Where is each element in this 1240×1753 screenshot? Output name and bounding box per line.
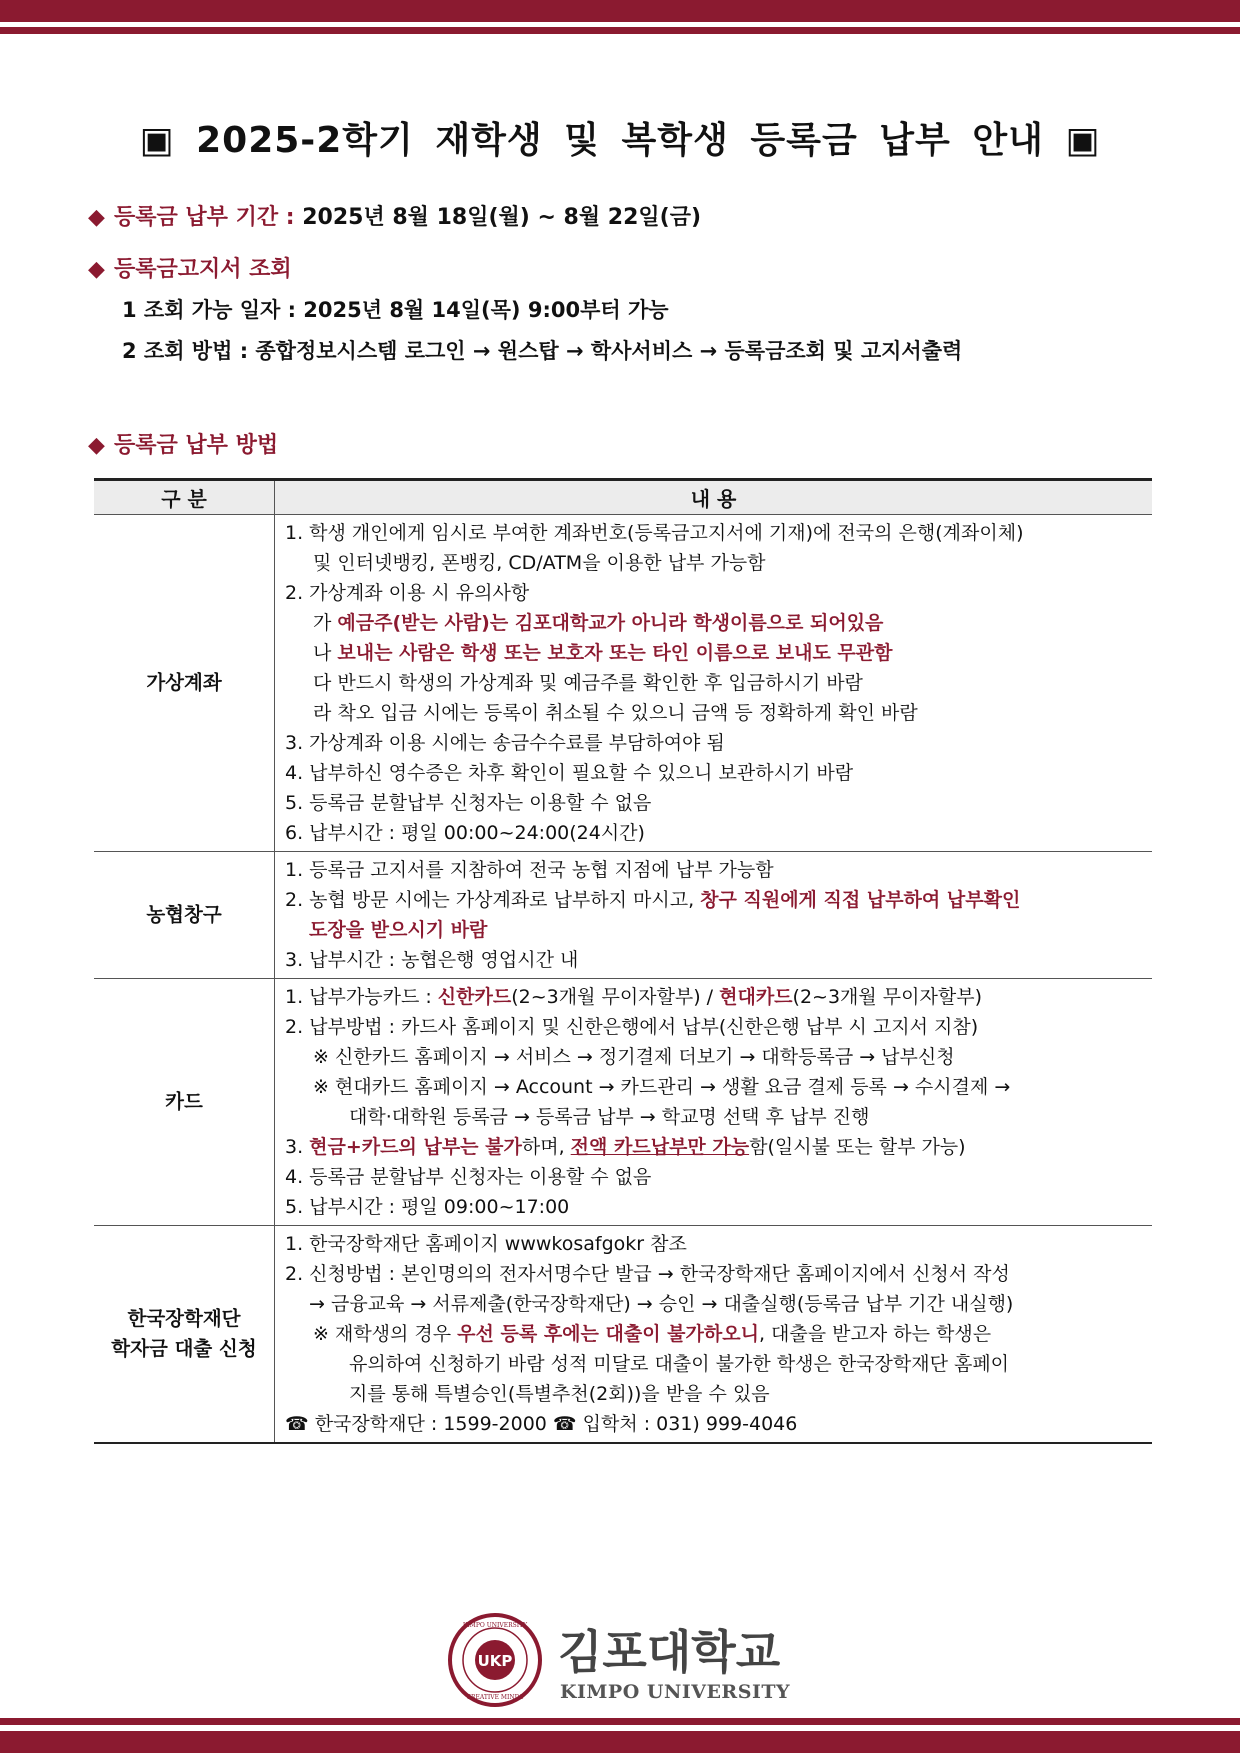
category-nh-counter: 농협창구 <box>94 852 275 979</box>
diamond-bullet-icon: ◆ <box>88 433 105 458</box>
list-item <box>285 915 1144 945</box>
inquiry-item: 2 조회 방법 : 종합정보시스템 로그인 → 원스탑 → 학사서비스 → 등록금조회 및 고지서출력 <box>122 339 963 363</box>
list-item <box>285 885 1144 915</box>
column-header-content: 내 용 <box>275 480 1153 515</box>
table-row-nh-counter <box>94 852 1152 979</box>
bottom-border-thick <box>0 1731 1240 1753</box>
university-name-en: KIMPO UNIVERSITY <box>560 1681 791 1703</box>
list-item: 5. 납부시간 : 평일 09:00~17:00 <box>285 1196 570 1218</box>
table-row-student-loan <box>94 1226 1152 1444</box>
list-item: 및 인터넷뱅킹, 폰뱅킹, CD/ATM을 이용한 납부 가능함 <box>313 552 766 574</box>
item-marker: 나 <box>313 642 338 664</box>
methods-heading <box>88 428 278 459</box>
list-item: 2. 신청방법 : 본인명의의 전자서명수단 발급 → 한국장학재단 홈페이지에서 신청서 작성 <box>285 1263 1010 1285</box>
list-item: 6. 납부시간 : 평일 00:00~24:00(24시간) <box>285 822 645 844</box>
category-student-loan <box>94 1226 275 1444</box>
highlight-text: 신한카드 <box>437 986 512 1008</box>
university-name-ko: 김포대학교 <box>558 1625 781 1679</box>
list-item: ※ 신한카드 홈페이지 → 서비스 → 정기결제 더보기 → 대학등록금 → 납부신청 <box>313 1046 955 1068</box>
highlight-text: 우선 등록 후에는 대출이 불가하오니 <box>457 1323 759 1345</box>
list-item: 유의하여 신청하기 바람 성적 미달로 대출이 불가한 학생은 한국장학재단 홈페이 <box>349 1353 1010 1375</box>
highlight-text: 현금+카드의 납부는 불가 <box>309 1136 522 1158</box>
item-text: (2~3개월 무이자할부) <box>792 986 982 1008</box>
column-header-category: 구 분 <box>94 480 275 515</box>
bottom-border-thin <box>0 1718 1240 1725</box>
item-text: ※ 재학생의 경우 <box>313 1323 458 1345</box>
list-item: 라 착오 입금 시에는 등록이 취소될 수 있으니 금액 등 정확하게 확인 바람 <box>313 702 918 724</box>
top-border-thin <box>0 27 1240 34</box>
seal-text: UKP <box>477 1652 513 1670</box>
page-title: ▣ 2025-2학기 재학생 및 복학생 등록금 납부 안내 ▣ <box>139 120 1101 161</box>
list-item: 2. 납부방법 : 카드사 홈페이지 및 신한은행에서 납부(신한은행 납부 시 고지서 지참) <box>285 1016 979 1038</box>
highlight-text: 전액 카드납부만 가능 <box>570 1136 750 1158</box>
category-line: 한국장학재단 <box>127 1307 241 1330</box>
list-item: 지를 통해 특별승인(특별추천(2회))을 받을 수 있음 <box>349 1383 770 1405</box>
list-item: 3. 가상계좌 이용 시에는 송금수수료를 부담하여야 됨 <box>285 732 725 754</box>
list-item <box>285 982 1144 1012</box>
list-item: ※ 현대카드 홈페이지 → Account → 카드관리 → 생활 요금 결제 등록 → 수시결제 → <box>313 1076 1011 1098</box>
list-item: 2. 가상계좌 이용 시 유의사항 <box>285 582 530 604</box>
item-text: (2~3개월 무이자할부) / <box>511 986 720 1008</box>
top-border-thick <box>0 0 1240 22</box>
category-card: 카드 <box>94 979 275 1226</box>
item-text: 2. 농협 방문 시에는 가상계좌로 납부하지 마시고, <box>285 889 701 911</box>
inquiry-heading <box>88 252 292 283</box>
payment-period-label: 등록금 납부 기간 : <box>114 205 295 230</box>
table-header-row <box>94 480 1152 515</box>
highlight-text: 도장을 받으시기 바람 <box>309 919 488 941</box>
list-item <box>285 1319 1144 1349</box>
highlight-text: 보내는 사람은 학생 또는 보호자 또는 타인 이름으로 보내도 무관함 <box>337 642 893 664</box>
list-item <box>285 638 1144 668</box>
list-item: → 금융교육 → 서류제출(한국장학재단) → 승인 → 대출실행(등록금 납부 기간 내실행) <box>309 1293 1014 1315</box>
inquiry-label: 등록금고지서 조회 <box>114 257 292 282</box>
diamond-bullet-icon: ◆ <box>88 257 105 282</box>
list-item: 1. 한국장학재단 홈페이지 wwwkosafgokr 참조 <box>285 1233 687 1255</box>
inquiry-item: 1 조회 가능 일자 : 2025년 8월 14일(목) 9:00부터 가능 <box>122 298 669 322</box>
highlight-text: 현대카드 <box>719 986 793 1008</box>
highlight-text: 창구 직원에게 직접 납부하여 납부확인 <box>700 889 1021 911</box>
list-item <box>285 1132 1144 1162</box>
category-line: 학자금 대출 신청 <box>111 1337 257 1360</box>
list-item: 대학·대학원 등록금 → 등록금 납부 → 학교명 선택 후 납부 진행 <box>349 1106 870 1128</box>
list-item: 다 반드시 학생의 가상계좌 및 예금주를 확인한 후 입금하시기 바람 <box>313 672 863 694</box>
list-item: 4. 납부하신 영수증은 차후 확인이 필요할 수 있으니 보관하시기 바람 <box>285 762 854 784</box>
nh-counter-content <box>275 852 1153 979</box>
payment-period-value: 2025년 8월 18일(월) ~ 8월 22일(금) <box>302 205 702 230</box>
kimpo-university-logo <box>448 1612 808 1708</box>
virtual-account-content <box>275 515 1153 852</box>
list-item: 1. 학생 개인에게 임시로 부여한 계좌번호(등록금고지서에 기재)에 전국의 은행(계좌이체) <box>285 522 1024 544</box>
diamond-bullet-icon: ◆ <box>88 205 105 230</box>
table-row-virtual-account <box>94 515 1152 852</box>
seal-ring-bottom-text: CREATIVE MINDS <box>466 1694 524 1701</box>
item-text: 하며, <box>521 1136 571 1158</box>
category-virtual-account: 가상계좌 <box>94 515 275 852</box>
list-item: 1. 등록금 고지서를 지참하여 전국 농협 지점에 납부 가능함 <box>285 859 774 881</box>
card-content <box>275 979 1153 1226</box>
list-item: 5. 등록금 분할납부 신청자는 이용할 수 없음 <box>285 792 652 814</box>
table-row-card <box>94 979 1152 1226</box>
item-text: 3. <box>285 1136 310 1158</box>
contact-line: ☎ 한국장학재단 : 1599-2000 ☎ 입학처 : 031) 999-4046 <box>285 1413 798 1435</box>
highlight-text: 예금주(받는 사람)는 김포대학교가 아니라 학생이름으로 되어있음 <box>337 612 884 634</box>
student-loan-content <box>275 1226 1153 1444</box>
seal-ring-top-text: KIMPO UNIVERSITY <box>462 1622 528 1629</box>
payment-period <box>88 200 701 231</box>
list-item: 3. 납부시간 : 농협은행 영업시간 내 <box>285 949 579 971</box>
list-item: 4. 등록금 분할납부 신청자는 이용할 수 없음 <box>285 1166 652 1188</box>
item-marker: 가 <box>313 612 338 634</box>
payment-methods-table <box>94 478 1152 1444</box>
item-text: , 대출을 받고자 하는 학생은 <box>758 1323 992 1345</box>
methods-label: 등록금 납부 방법 <box>114 433 279 458</box>
item-text: 1. 납부가능카드 : <box>285 986 438 1008</box>
list-item <box>285 608 1144 638</box>
item-text: 함(일시불 또는 할부 가능) <box>749 1136 966 1158</box>
